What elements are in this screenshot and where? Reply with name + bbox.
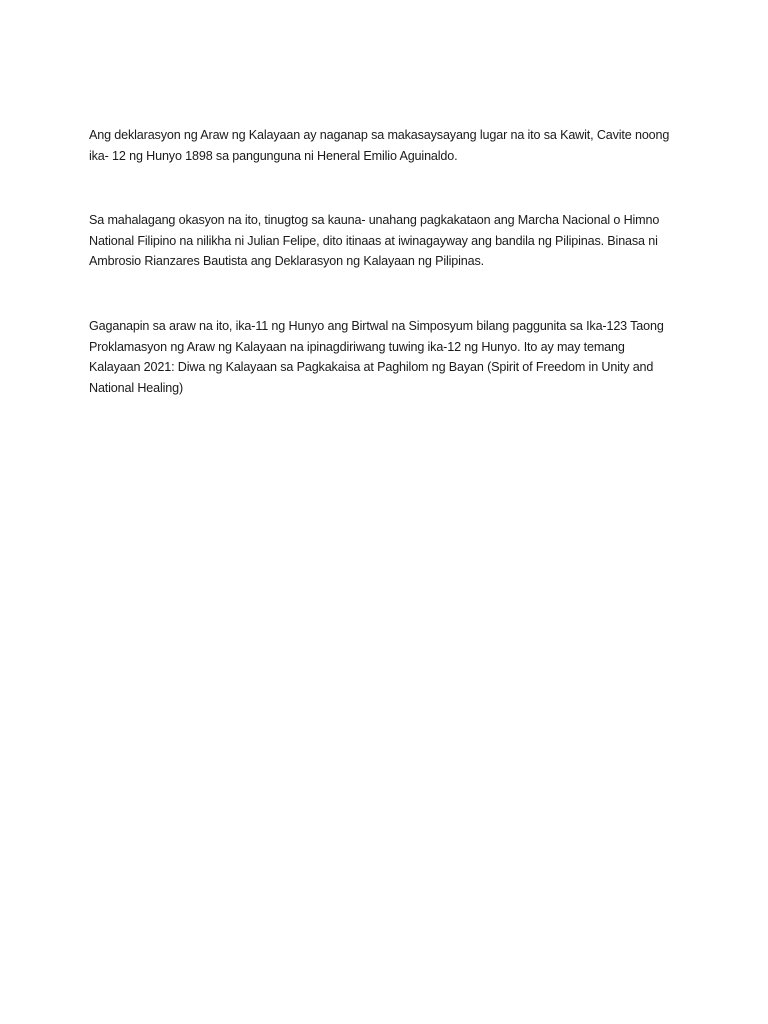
paragraph-declaration <box>89 125 687 166</box>
paragraph-line: Proklamasyon ng Araw ng Kalayaan na ipinagdiriwang tuwing ika-12 ng Hunyo. Ito ay may temang <box>89 339 625 354</box>
paragraph-line: Sa mahalagang okasyon na ito, tinugtog sa kauna- unahang pagkakataon ang Marcha Nacional o Himno <box>89 213 660 227</box>
paragraph-anthem <box>89 210 687 272</box>
paragraph-line: Gaganapin sa araw na ito, ika-11 ng Hunyo ang Birtwal na Simposyum bilang paggunita sa Ika-123 Taong <box>89 319 664 333</box>
paragraph-line: Ang deklarasyon ng Araw ng Kalayaan ay naganap sa makasaysayang lugar na ito sa Kawit, Cavite noong <box>89 128 670 142</box>
paragraph-line: National Filipino na nilikha ni Julian Felipe, dito itinaas at iwinagayway ang bandila ng Pilipinas. Binasa ni <box>89 233 658 248</box>
paragraph-line: National Healing) <box>89 380 184 395</box>
paragraph-line: Ambrosio Rianzares Bautista ang Deklarasyon ng Kalayaan ng Pilipinas. <box>89 254 484 268</box>
paragraph-symposium <box>89 316 687 398</box>
paragraph-line: ika- 12 ng Hunyo 1898 sa pangunguna ni Heneral Emilio Aguinaldo. <box>89 148 458 163</box>
paragraph-line: Kalayaan 2021: Diwa ng Kalayaan sa Pagkakaisa at Paghilom ng Bayan (Spirit of Freedom in Unity and <box>89 360 654 374</box>
